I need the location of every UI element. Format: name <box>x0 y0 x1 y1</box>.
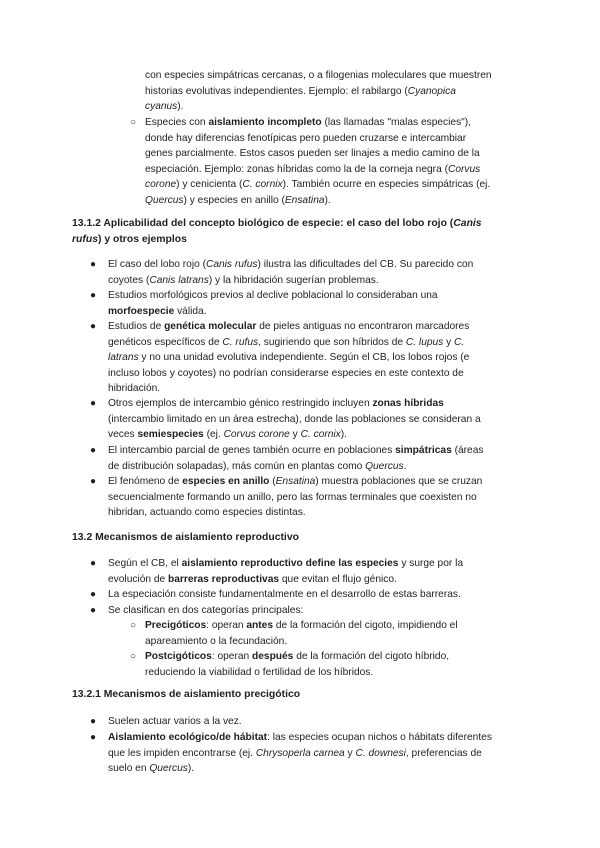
list-item: El caso del lobo rojo (Canis rufus) ilustra las dificultades del CB. Su parecido con coyotes (Canis latrans) y la hibridación sugerían problemas. <box>108 259 474 286</box>
list-item: Estudios de genética molecular de pieles antiguas no encontraron marcadores genéticos específicos de C. rufus, sugiriendo que son híbridos de C. lupus y C. latrans y no una unidad evolutiva independiente. Según el CB, los lobos rojos (e incluso lobos y coyotes) no podrían considerarse especies en este contexto de hibridación. <box>108 321 470 394</box>
sub-list-item: Postcigóticos: operan después de la formación del cigoto híbrido, reduciendo la viabilidad o fertilidad de los híbridos. <box>145 651 450 678</box>
list-item: El fenómeno de especies en anillo (Ensatina) muestra poblaciones que se cruzan secuencialmente formando un anillo, pero las formas terminales que coexisten no hibridan, actuando como especies distintas. <box>108 476 483 518</box>
bullet: ● <box>90 290 97 301</box>
bullet: ● <box>90 321 97 332</box>
list-item: Según el CB, el aislamiento reproductivo define las especies y surge por la evolución de barreras reproductivas que evitan el flujo génico. <box>108 558 464 585</box>
bullet: ● <box>90 589 97 600</box>
list-item: Se clasifican en dos categorías principales: <box>108 605 304 616</box>
bullet: ● <box>90 558 97 569</box>
circle-bullet: ○ <box>130 651 137 662</box>
incompleto-item: Especies con aislamiento incompleto (las llamadas "malas especies"), donde hay diferencias fenotípicas pero pueden cruzarse e intercambiar genes parcialmente. Estos casos pueden ser linajes a medio camino de la especiación. Ejemplo: zonas híbridas como la de la corneja negra (Corvus corone) y cenicienta (C. cornix). También ocurre en especies simpátricas (ej. Quercus) y especies en anillo (Ensatina). <box>145 117 491 206</box>
list-item: Estudios morfológicos previos al declive poblacional lo consideraban una morfoespecie válida. <box>108 290 438 317</box>
section-heading-13-2: 13.2 Mecanismos de aislamiento reproductivo <box>72 532 299 543</box>
bullet: ● <box>90 445 97 456</box>
list-item: Suelen actuar varios a la vez. <box>108 716 242 727</box>
list-item: Otros ejemplos de intercambio génico restringido incluyen zonas híbridas (intercambio limitado en un área estrecha), donde las poblaciones se consideran a veces semiespecies (ej. Corvus corone y C. cornix). <box>108 398 481 440</box>
bullet: ● <box>90 259 97 270</box>
sub-list-item: Precigóticos: operan antes de la formación del cigoto, impidiendo el apareamiento o la fecundación. <box>145 620 458 647</box>
circle-bullet: ○ <box>130 117 137 128</box>
list-item: Aislamiento ecológico/de hábitat: las especies ocupan nichos o hábitats diferentes que les impiden encontrarse (ej. Chrysoperla carnea y C. downesi, preferencias de suelo en Quercus). <box>108 732 492 774</box>
bullet: ● <box>90 732 97 743</box>
bullet: ● <box>90 716 97 727</box>
bullet: ● <box>90 398 97 409</box>
list-item: La especiación consiste fundamentalmente en el desarrollo de estas barreras. <box>108 589 461 600</box>
continuation-paragraph: con especies simpátricas cercanas, o a filogenias moleculares que muestren historias evolutivas independientes. Ejemplo: el rabilargo (Cyanopica cyanus). <box>145 70 492 112</box>
section-heading-13-2-1: 13.2.1 Mecanismos de aislamiento precigótico <box>72 689 301 700</box>
bullet: ● <box>90 476 97 487</box>
circle-bullet: ○ <box>130 620 137 631</box>
bullet: ● <box>90 605 97 616</box>
section-heading-13-1-2: 13.1.2 Aplicabilidad del concepto biológico de especie: el caso del lobo rojo (Canis rufus) y otros ejemplos <box>72 218 482 245</box>
list-item: El intercambio parcial de genes también ocurre en poblaciones simpátricas (áreas de distribución solapadas), más común en plantas como Quercus. <box>108 445 484 472</box>
